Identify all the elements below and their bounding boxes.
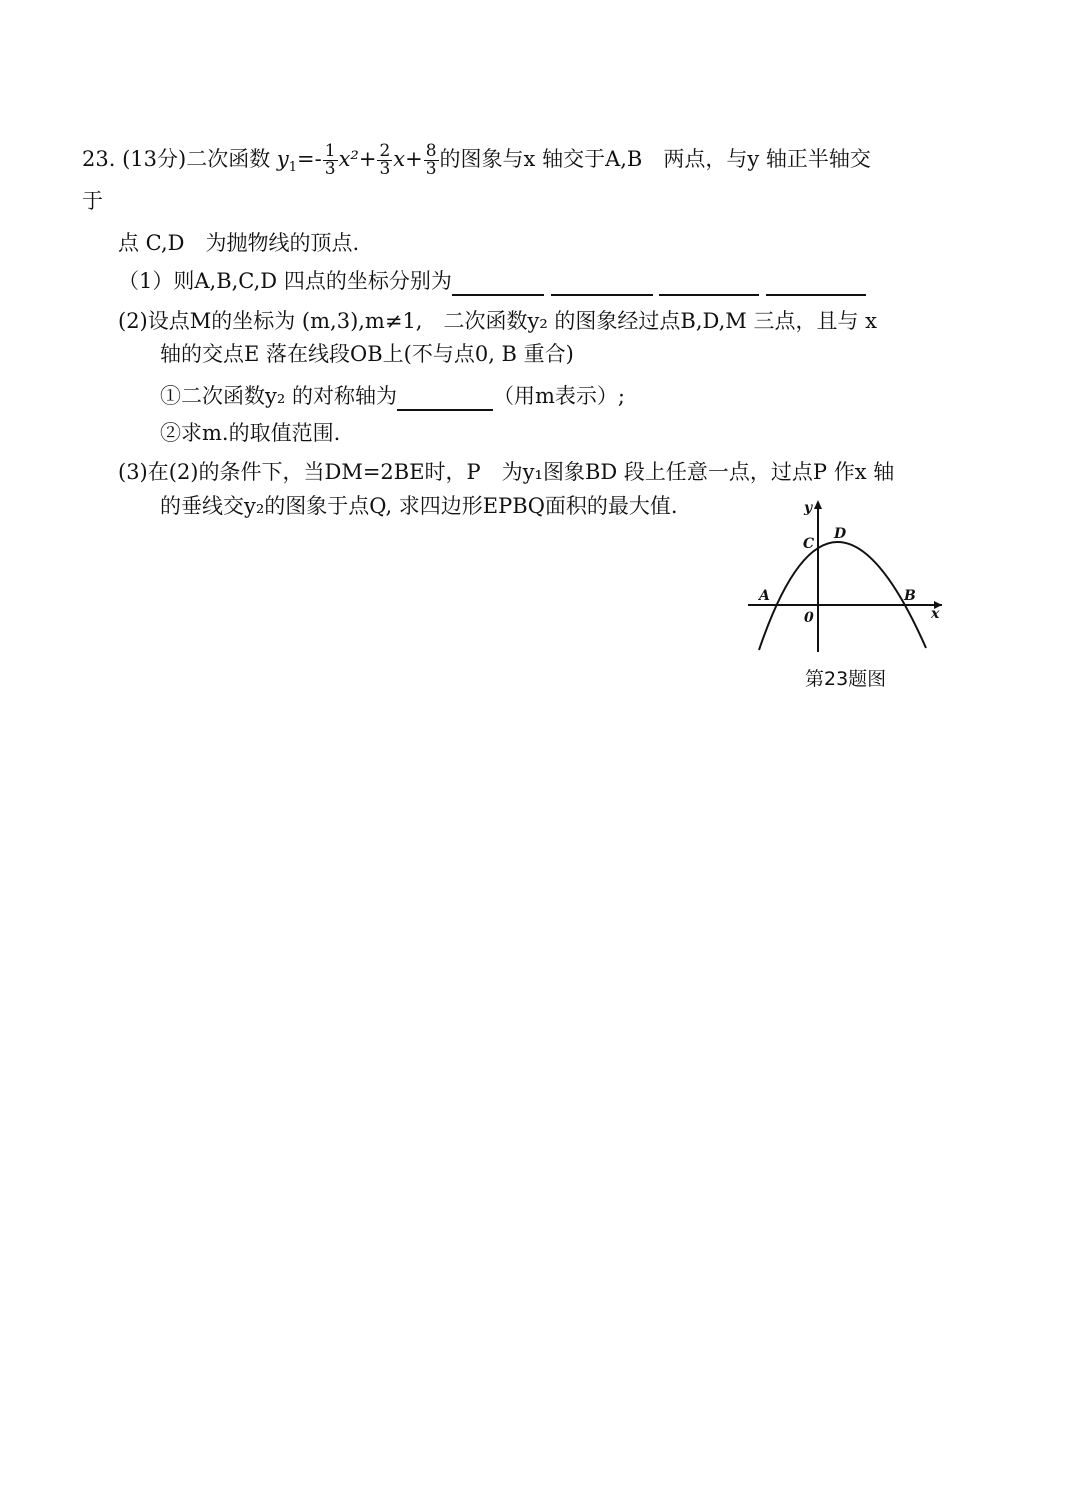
frac1-denominator: 3 bbox=[324, 159, 336, 179]
problem-score: (13分) bbox=[122, 147, 187, 171]
problem-number: 23. bbox=[82, 147, 116, 171]
frac2-numerator: 2 bbox=[379, 141, 391, 161]
axis-answer-blank[interactable] bbox=[397, 387, 493, 411]
label-y: y bbox=[804, 500, 813, 516]
label-x: x bbox=[931, 606, 940, 622]
label-b: B bbox=[904, 588, 916, 604]
frac3-numerator: 8 bbox=[425, 141, 437, 161]
part2-line2: 轴的交点E 落在线段OB上(不与点0, B 重合) bbox=[160, 342, 574, 366]
y1-symbol: y bbox=[276, 147, 289, 171]
y-axis-arrow-icon bbox=[814, 500, 822, 509]
intro-wrap-line: 于 bbox=[82, 189, 103, 213]
part2-sub2: ②求m.的取值范围. bbox=[160, 421, 341, 445]
label-origin: 0 bbox=[804, 610, 814, 626]
answer-blank-c[interactable] bbox=[659, 272, 759, 296]
vertex-line: 点 C,D 为抛物线的顶点. bbox=[118, 231, 360, 255]
intro-post-text: 的图象与x 轴交于A,B 两点，与y 轴正半轴交 bbox=[439, 147, 871, 171]
figure-caption: 第23题图 bbox=[805, 668, 887, 690]
fraction-one-third bbox=[323, 143, 338, 178]
equal-sign: =- bbox=[297, 147, 322, 171]
answer-blank-a[interactable] bbox=[452, 272, 544, 296]
part1-text: （1）则A,B,C,D 四点的坐标分别为 bbox=[118, 269, 452, 293]
label-c: C bbox=[803, 536, 815, 552]
intro-pre-text: 二次函数 bbox=[186, 147, 271, 171]
frac2-denominator: 3 bbox=[379, 159, 391, 179]
label-d: D bbox=[834, 526, 847, 542]
fraction-eight-thirds bbox=[424, 143, 439, 178]
parabola-curve bbox=[759, 542, 926, 650]
frac1-numerator: 1 bbox=[324, 141, 336, 161]
part2-sub1 bbox=[160, 381, 625, 411]
x-squared-term: x²+ bbox=[338, 147, 377, 171]
label-a: A bbox=[759, 588, 770, 604]
frac3-denominator: 3 bbox=[425, 159, 437, 179]
part2-line1: (2)设点M的坐标为 (m,3),m≠1, 二次函数y₂ 的图象经过点B,D,M 三点，且与 x bbox=[118, 309, 878, 333]
answer-blank-b[interactable] bbox=[551, 272, 653, 296]
answer-blank-d[interactable] bbox=[766, 272, 866, 296]
problem-intro bbox=[82, 143, 871, 183]
part1-line bbox=[118, 266, 866, 296]
fraction-two-thirds bbox=[377, 143, 392, 178]
y1-subscript: 1 bbox=[288, 160, 298, 176]
part2-sub1-post: （用m表示）; bbox=[492, 384, 625, 408]
part2-sub1-pre: ①二次函数y₂ 的对称轴为 bbox=[160, 384, 397, 408]
part3-line2: 的垂线交y₂的图象于点Q, 求四边形EPBQ面积的最大值. bbox=[160, 494, 678, 518]
x-term: x+ bbox=[393, 147, 423, 171]
part3-line1: (3)在(2)的条件下，当DM=2BE时，P 为y₁图象BD 段上任意一点，过点P 作x 轴 bbox=[118, 460, 895, 484]
